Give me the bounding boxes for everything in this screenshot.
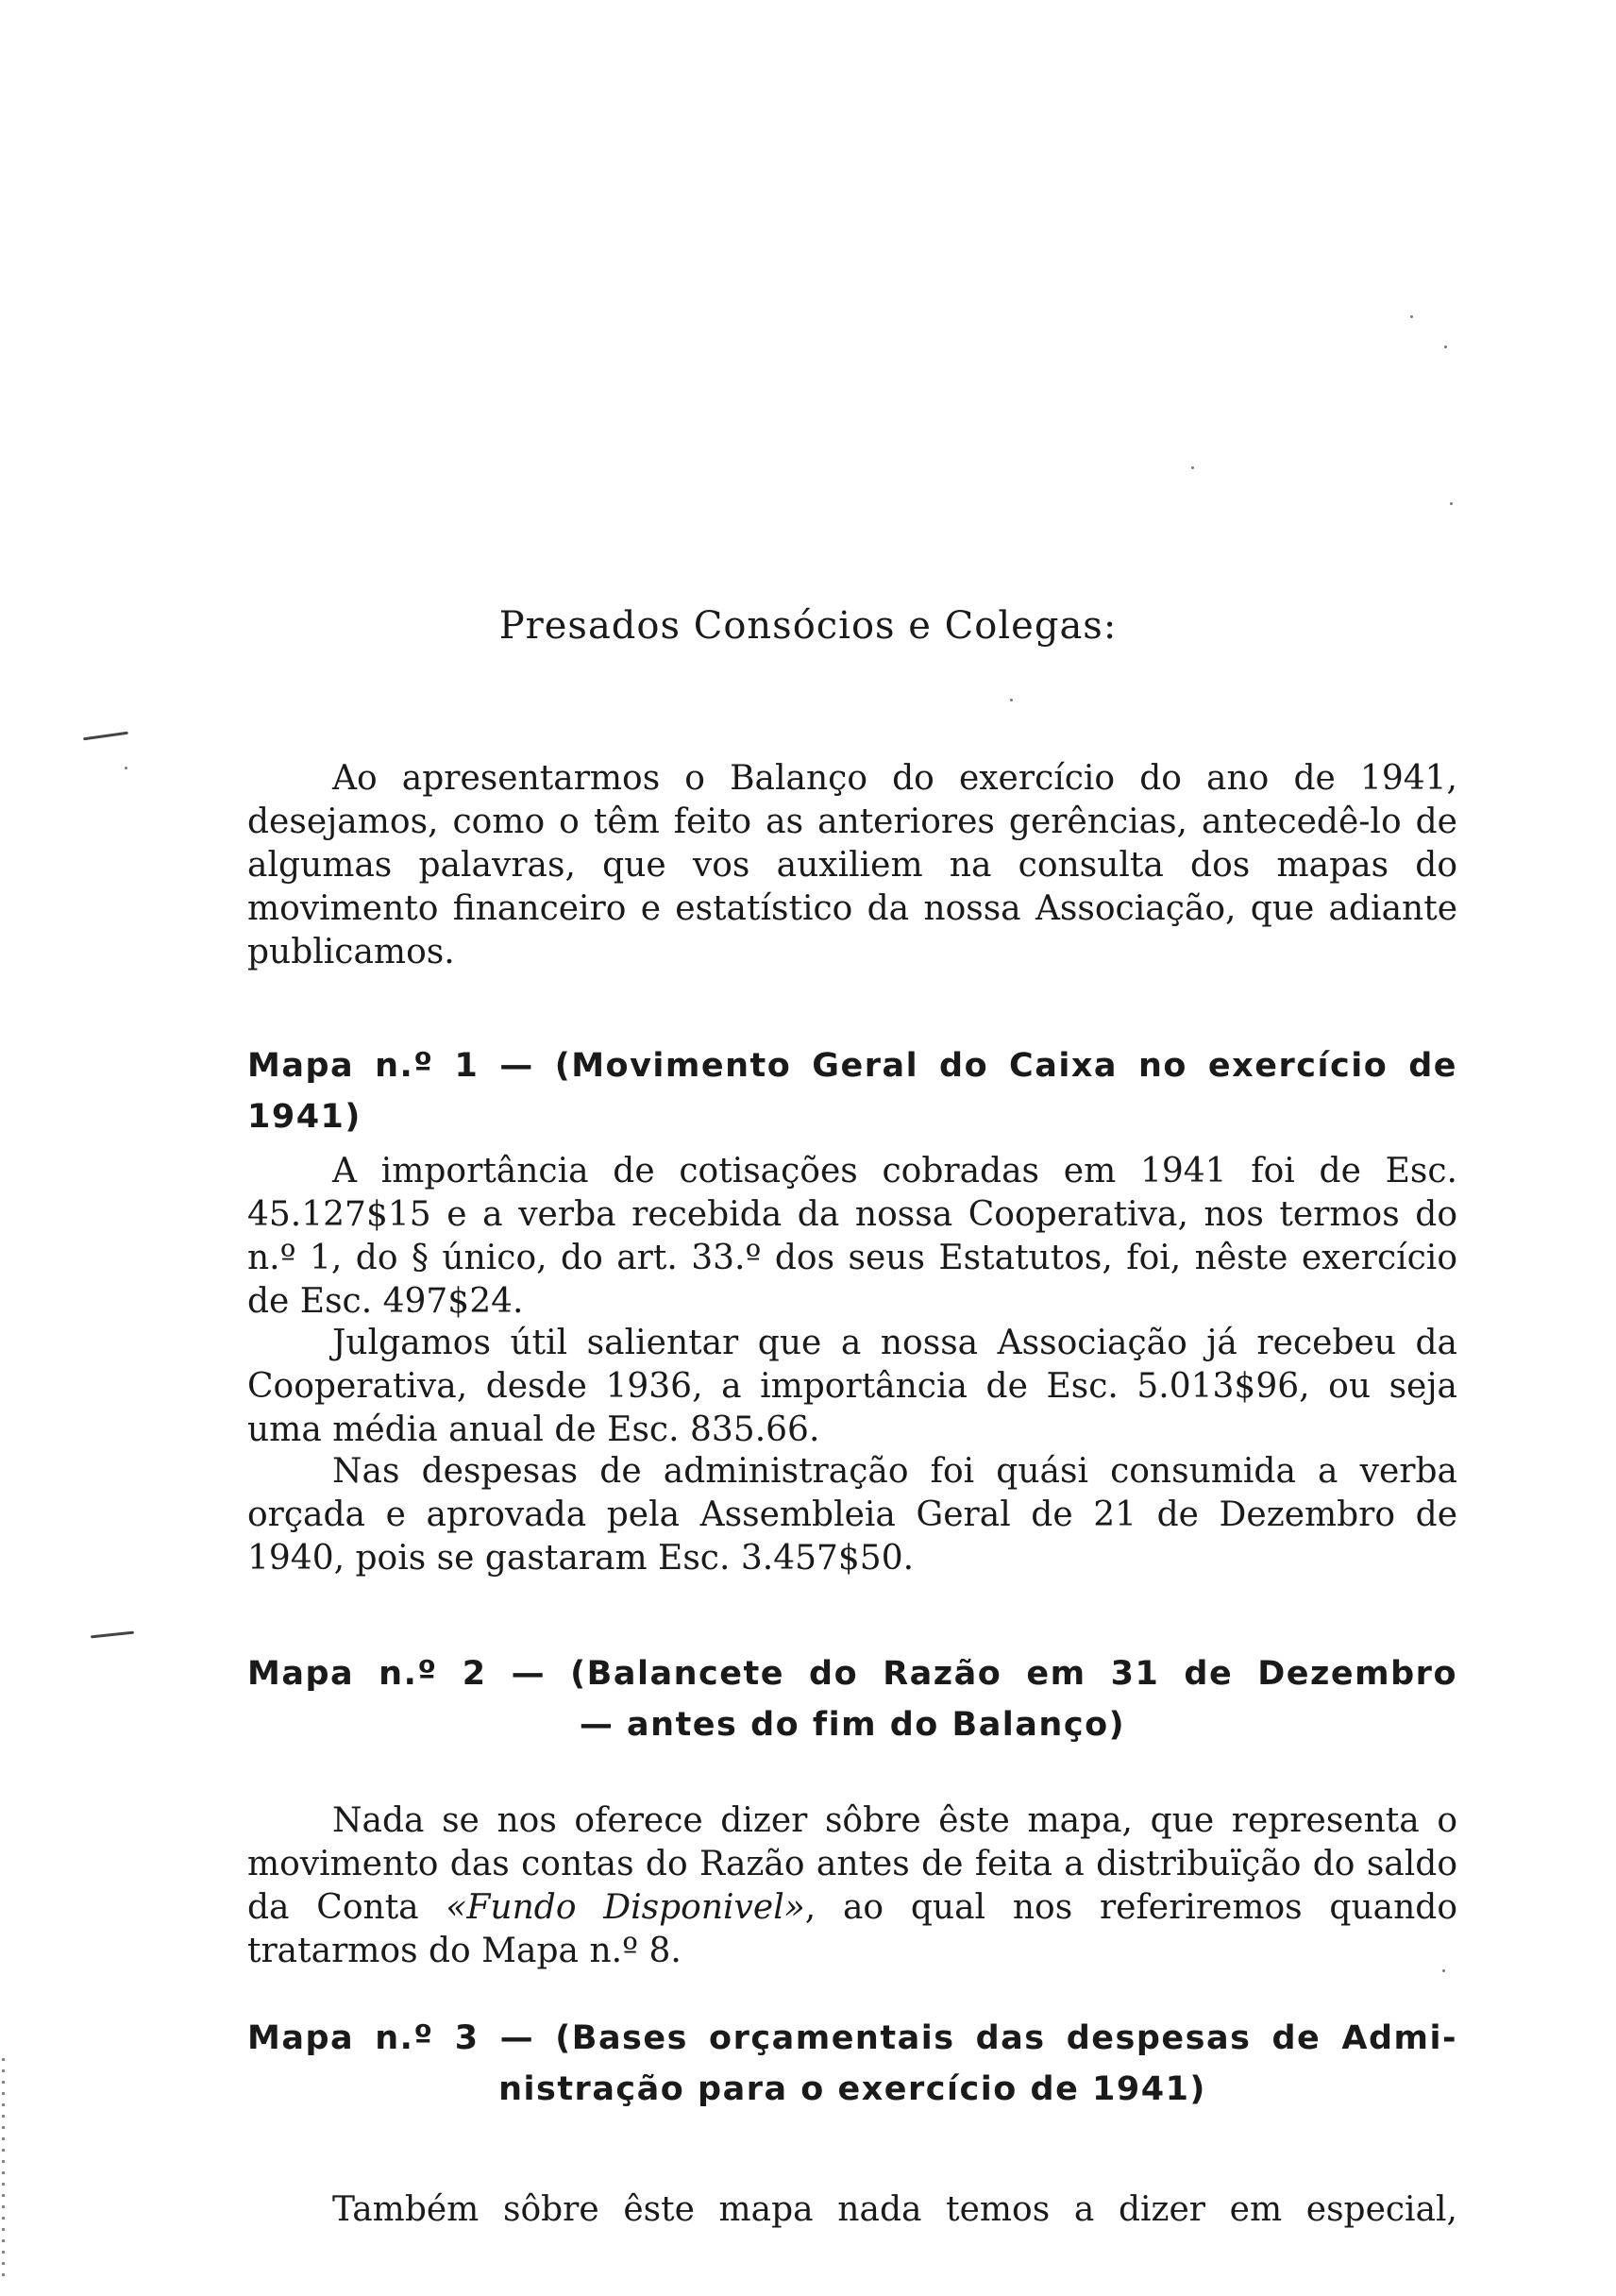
section-2-paragraph-italic: «Fundo Disponivel» <box>446 1888 805 1927</box>
section-1-heading: Mapa n.º 1 — (Movimento Geral do Caixa no exercício de 1941) <box>247 1047 1457 1136</box>
intro-paragraph: Ao apresentarmos o Balanço do exercício do ano de 1941, desejamos, como o têm feito as anteriores gerências, antecedê-lo de algumas palavras, que vos auxiliem na consulta dos mapas do movimento financeiro e estatístico da nossa Associação, que adiante publicamos. <box>247 759 1457 971</box>
section-3-heading <box>247 2013 1457 2115</box>
section-3-paragraph: Também sôbre êste mapa nada temos a dizer em especial, <box>332 2190 1457 2229</box>
salutation: Presados Consócios e Colegas: <box>498 604 1118 648</box>
section-2-heading-line-1: Mapa n.º 2 — (Balancete do Razão em 31 de Dezembro <box>247 1655 1457 1693</box>
scan-mark <box>91 1631 134 1639</box>
scan-speck <box>1450 502 1453 505</box>
section-2-heading <box>247 1648 1457 1750</box>
section-2-paragraph <box>247 1799 1457 1973</box>
scan-speck <box>1010 699 1013 701</box>
section-1-paragraph-1: A importância de cotisações cobradas em 1941 foi de Esc. 45.127$15 e a verba recebida da nossa Cooperativa, nos termos do n.º 1, do § único, do art. 33.º dos seus Estatutos, foi, nêste exercício de Esc. 497$24. <box>247 1152 1457 1321</box>
scan-speck <box>1191 466 1194 469</box>
section-2-heading-line-2: — antes do fim do Balanço) <box>579 1706 1126 1744</box>
section-2-paragraph-text-a: Nada se nos oferece dizer sôbre êste mapa, que representa o movimento das contas do Razão antes de feita a distribuïção do saldo da Conta <box>247 1801 1457 1927</box>
section-2-paragraph-text-b: , ao qual nos referiremos quando tratarmos do Mapa n.º 8. <box>247 1888 1457 1970</box>
scan-speck <box>1444 346 1447 348</box>
section-1-paragraph-3: Nas despesas de administração foi quási consumida a verba orçada e aprovada pela Assembleia Geral de 21 de Dezembro de 1940, pois se gastaram Esc. 3.457$50. <box>247 1452 1457 1578</box>
section-3-heading-line-2: nistração para o exercício de 1941) <box>498 2070 1206 2108</box>
section-3-heading-line-1: Mapa n.º 3 — (Bases orçamentais das despesas de Admi- <box>247 2019 1457 2057</box>
scan-edge <box>2 2058 5 2285</box>
section-1-paragraph-2: Julgamos útil salientar que a nossa Associação já recebeu da Cooperativa, desde 1936, a importância de Esc. 5.013$96, ou seja uma média anual de Esc. 835.66. <box>247 1324 1457 1449</box>
scan-speck <box>1410 315 1413 318</box>
scan-speck <box>125 767 127 769</box>
scan-mark <box>83 732 128 741</box>
